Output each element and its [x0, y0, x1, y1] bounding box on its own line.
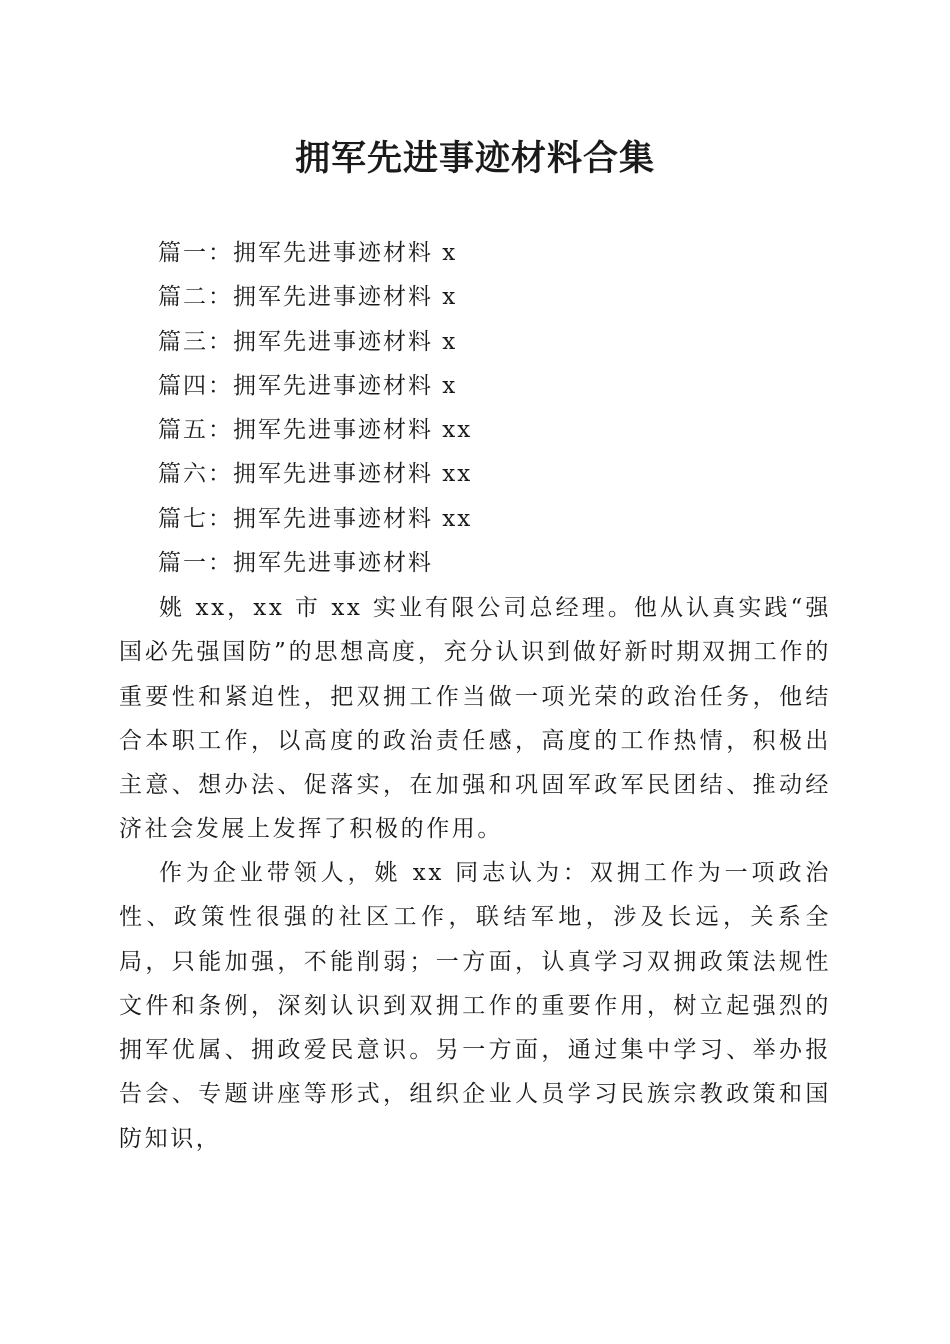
toc-item: 篇三：拥军先进事迹材料 x — [158, 328, 458, 355]
toc-item: 篇一：拥军先进事迹材料 x — [158, 240, 458, 266]
body-paragraph: 姚 xx，xx 市 xx 实业有限公司总经理。他从认真实践“强国必先强国防”的思想高度，充分认识到做好新时期双拥工作的重要性和紧迫性，把双拥工作当做一项光荣的政治任务，他结合本职工作，以高度的政治责任感，高度的工作热情，积极出主意、想办法、促落实，在加强和巩固军政军民团结、推动经济社会发展上发挥了积极的作用。 — [119, 595, 831, 843]
section-heading: 篇一：拥军先进事迹材料 — [158, 550, 433, 576]
toc-item: 篇六：拥军先进事迹材料 xx — [158, 461, 473, 488]
toc-item: 篇五：拥军先进事迹材料 xx — [158, 417, 473, 444]
toc-item: 篇二：拥军先进事迹材料 x — [158, 284, 458, 311]
toc-item: 篇四：拥军先进事迹材料 x — [158, 372, 458, 399]
body-paragraph: 作为企业带领人，姚 xx 同志认为：双拥工作为一项政治性、政策性很强的社区工作，联结军地，涉及长远，关系全局，只能加强，不能削弱；一方面，认真学习双拥政策法规性文件和条例，深刻认识到双拥工作的重要作用，树立起强烈的拥军优属、拥政爱民意识。另一方面，通过集中学习、举办报告会、专题讲座等形式，组织企业人员学习民族宗教政策和国防知识， — [119, 860, 831, 1152]
document-title: 拥军先进事迹材料合集 — [294, 138, 655, 179]
table-of-contents — [158, 231, 472, 541]
toc-item: 篇七：拥军先进事迹材料 xx — [158, 505, 473, 532]
